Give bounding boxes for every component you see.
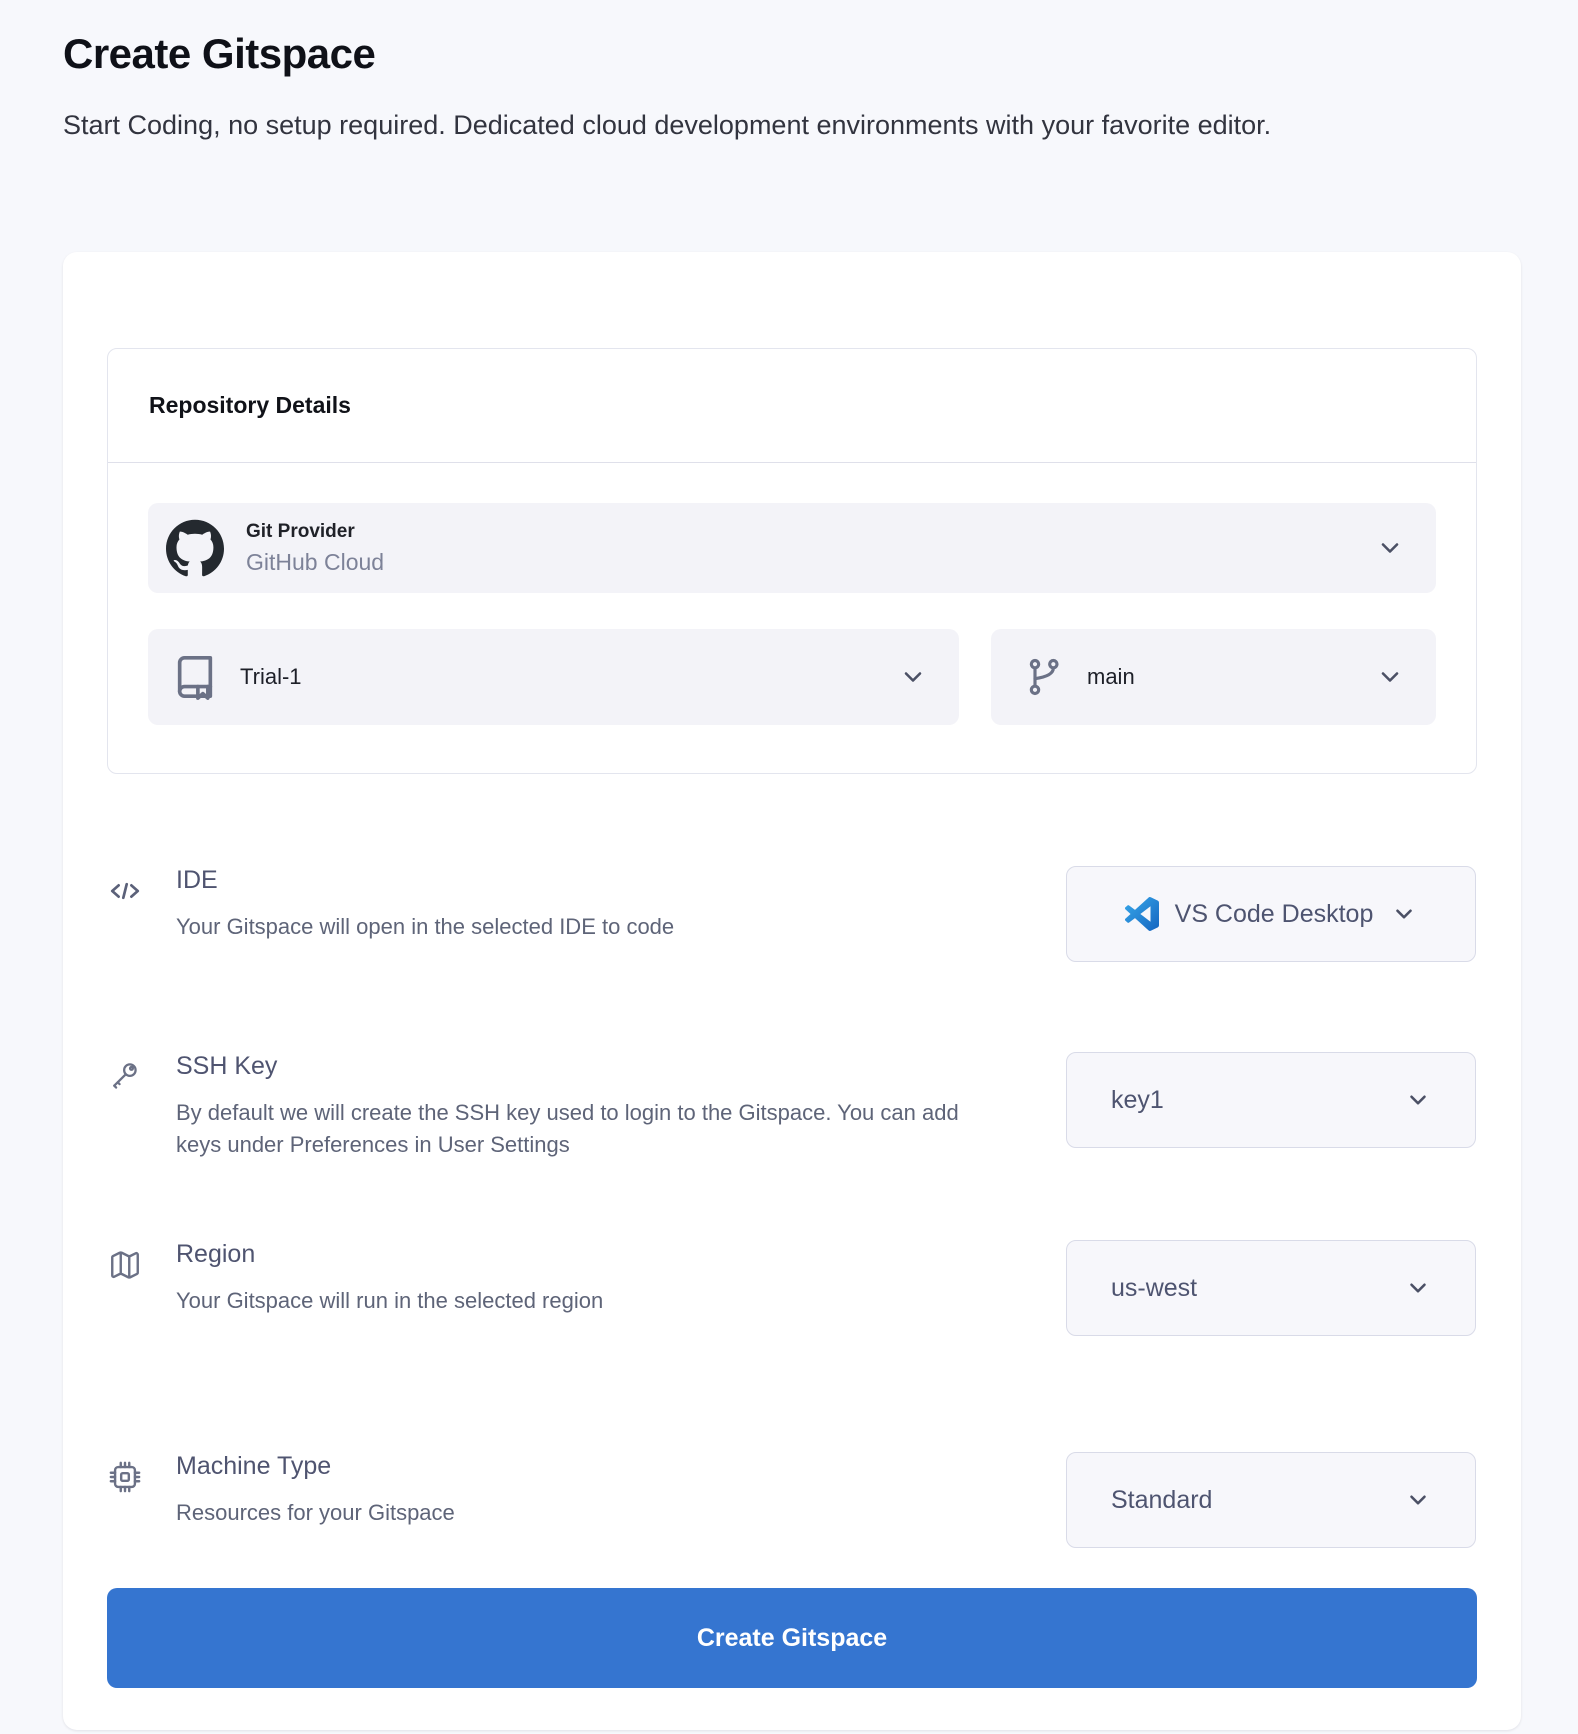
chevron-down-icon [1391,901,1417,927]
page-header [63,30,1515,144]
ssh-key-title: SSH Key [176,1052,278,1080]
machine-type-texts [176,1452,455,1529]
ide-select[interactable] [1066,866,1476,962]
cpu-icon [108,1460,142,1494]
region-description: Your Gitspace will run in the selected region [176,1288,604,1313]
chevron-down-icon [1376,663,1404,691]
setting-row-ide [108,866,1476,962]
vscode-icon [1125,897,1159,931]
repo-book-icon [172,654,218,700]
region-value: us-west [1111,1273,1198,1302]
git-branch-icon [1025,657,1065,697]
github-icon [166,519,224,577]
git-provider-select[interactable] [148,503,1436,593]
machine-type-select[interactable] [1066,1452,1476,1548]
machine-type-title: Machine Type [176,1452,332,1480]
repository-details-heading: Repository Details [149,392,351,418]
chevron-down-icon [899,663,927,691]
git-provider-value: GitHub Cloud [246,548,385,575]
map-icon [108,1248,142,1282]
setting-row-region [108,1240,1476,1336]
repo-branch-row [148,629,1436,725]
ide-value: VS Code Desktop [1174,899,1374,928]
git-provider-texts [246,521,384,576]
key-icon [108,1060,142,1092]
repository-details-body [108,463,1476,773]
machine-type-description: Resources for your Gitspace [176,1500,455,1525]
branch-select[interactable] [991,629,1436,725]
ide-title: IDE [176,866,218,894]
setting-row-ssh-key [108,1052,1476,1161]
page-title: Create Gitspace [63,30,376,77]
machine-type-value: Standard [1111,1485,1213,1514]
region-title: Region [176,1240,256,1268]
repository-select[interactable] [148,629,959,725]
ssh-key-value: key1 [1111,1085,1164,1114]
chevron-down-icon [1405,1487,1431,1513]
repository-details-header [108,349,1476,463]
page-subtitle: Start Coding, no setup required. Dedicated cloud development environments with your favorite editor. [63,110,1272,140]
ide-texts [176,866,674,943]
setting-row-machine-type [108,1452,1476,1548]
ssh-key-texts [176,1052,976,1161]
create-gitspace-button[interactable]: Create Gitspace [107,1588,1477,1688]
create-gitspace-form-card [63,252,1521,1730]
region-texts [176,1240,603,1317]
repository-details-card [107,348,1477,774]
chevron-down-icon [1376,534,1404,562]
ssh-key-select[interactable] [1066,1052,1476,1148]
code-icon [108,874,142,908]
ide-description: Your Gitspace will open in the selected IDE to code [176,914,675,939]
chevron-down-icon [1405,1275,1431,1301]
branch-value: main [1087,664,1135,689]
ssh-key-description: By default we will create the SSH key used to login to the Gitspace. You can add keys under Preferences in User Settings [176,1100,959,1157]
region-select[interactable] [1066,1240,1476,1336]
chevron-down-icon [1405,1087,1431,1113]
repository-value: Trial-1 [240,664,302,689]
git-provider-label: Git Provider [246,520,355,542]
